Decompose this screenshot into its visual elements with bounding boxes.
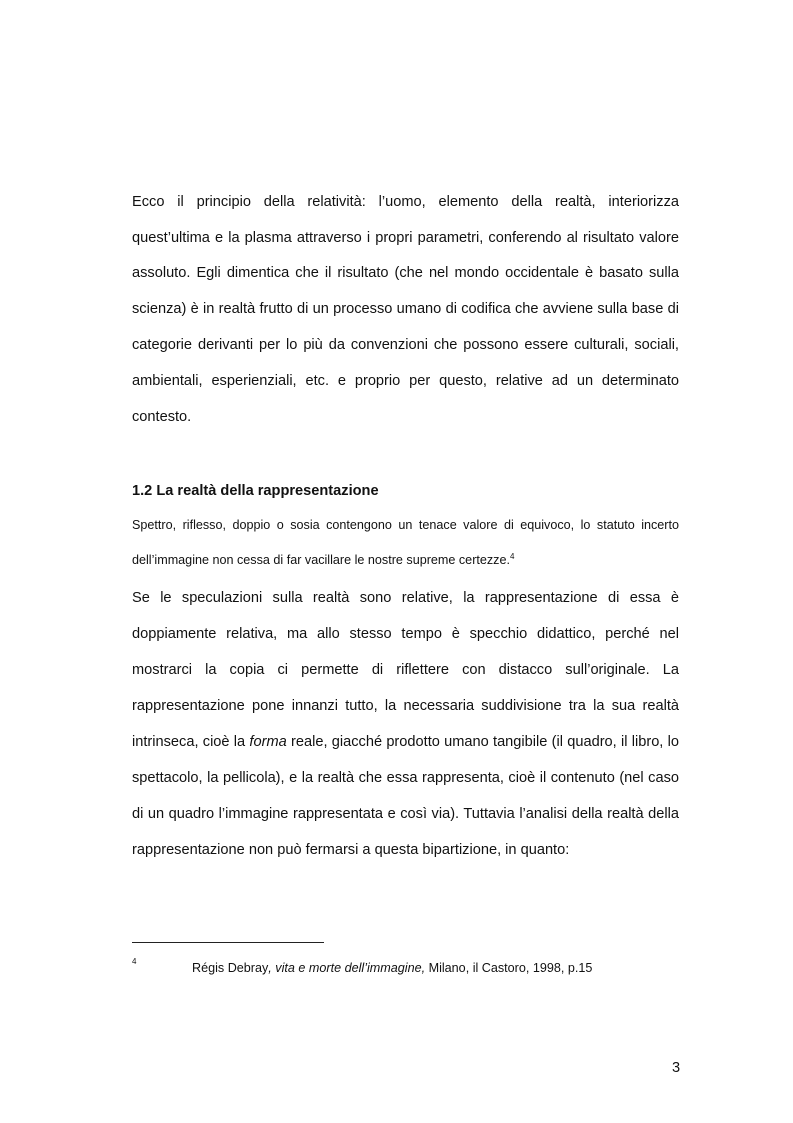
p2-line5-post: reale, giacché prodotto umano tangibile (il quadro, il libro, lo bbox=[286, 734, 679, 750]
footnote-text bbox=[192, 960, 592, 976]
paragraph1-line-6: ambientali, esperienziali, etc. e proprio per questo, relative ad un determinato bbox=[132, 373, 679, 389]
paragraph1-line-2: quest’ultima e la plasma attraverso i propri parametri, conferendo al risultato valore bbox=[132, 230, 679, 246]
paragraph1-line-1: Ecco il principio della relatività: l’uomo, elemento della realtà, interiorizza bbox=[132, 194, 679, 210]
paragraph2-line-2: doppiamente relativa, ma allo stesso tempo è specchio didattico, perché nel bbox=[132, 626, 679, 642]
paragraph2-line-8: rappresentazione non può fermarsi a questa bipartizione, in quanto: bbox=[132, 842, 570, 858]
p2-line5-pre: intrinseca, cioè la bbox=[132, 734, 250, 750]
paragraph2-line-6: spettacolo, la pellicola), e la realtà che essa rappresenta, cioè il contenuto (nel caso bbox=[132, 770, 679, 786]
page-number: 3 bbox=[672, 1060, 681, 1076]
section-heading: 1.2 La realtà della rappresentazione bbox=[132, 483, 379, 499]
paragraph1-line-5: categorie derivanti per lo più da convenzioni che possono essere culturali, sociali, bbox=[132, 337, 679, 353]
paragraph2-line-7: di un quadro l’immagine rappresentata e così via). Tuttavia l’analisi della realtà della bbox=[132, 806, 679, 822]
paragraph2-line-1: Se le speculazioni sulla realtà sono relative, la rappresentazione di essa è bbox=[132, 590, 679, 606]
paragraph1-line-7: contesto. bbox=[132, 409, 192, 425]
footnote-rest: Milano, il Castoro, 1998, p.15 bbox=[425, 961, 593, 975]
quote-line-2 bbox=[132, 552, 679, 568]
quote-line-1: Spettro, riflesso, doppio o sosia contengono un tenace valore di equivoco, lo statuto incerto bbox=[132, 518, 679, 532]
footnote-separator bbox=[132, 942, 324, 943]
footnote-title: , vita e morte dell’immagine, bbox=[268, 961, 426, 975]
p2-line5-emphasis: forma bbox=[249, 734, 287, 750]
footnote-reference[interactable]: 4 bbox=[510, 551, 515, 561]
paragraph1-line-4: scienza) è in realtà frutto di un processo umano di codifica che avviene sulla base di bbox=[132, 301, 679, 317]
paragraph1-line-3: assoluto. Egli dimentica che il risultato (che nel mondo occidentale è basato sulla bbox=[132, 265, 679, 281]
footnote-number: 4 bbox=[132, 957, 137, 966]
quote-line-2-text: dell’immagine non cessa di far vacillare le nostre supreme certezze. bbox=[132, 553, 510, 567]
footnote-author: Régis Debray bbox=[192, 961, 269, 975]
paragraph2-line-4: rappresentazione pone innanzi tutto, la necessaria suddivisione tra la sua realtà bbox=[132, 698, 679, 714]
paragraph2-line-5 bbox=[132, 733, 679, 751]
paragraph2-line-3: mostrarci la copia ci permette di riflettere con distacco sull’originale. La bbox=[132, 662, 679, 678]
